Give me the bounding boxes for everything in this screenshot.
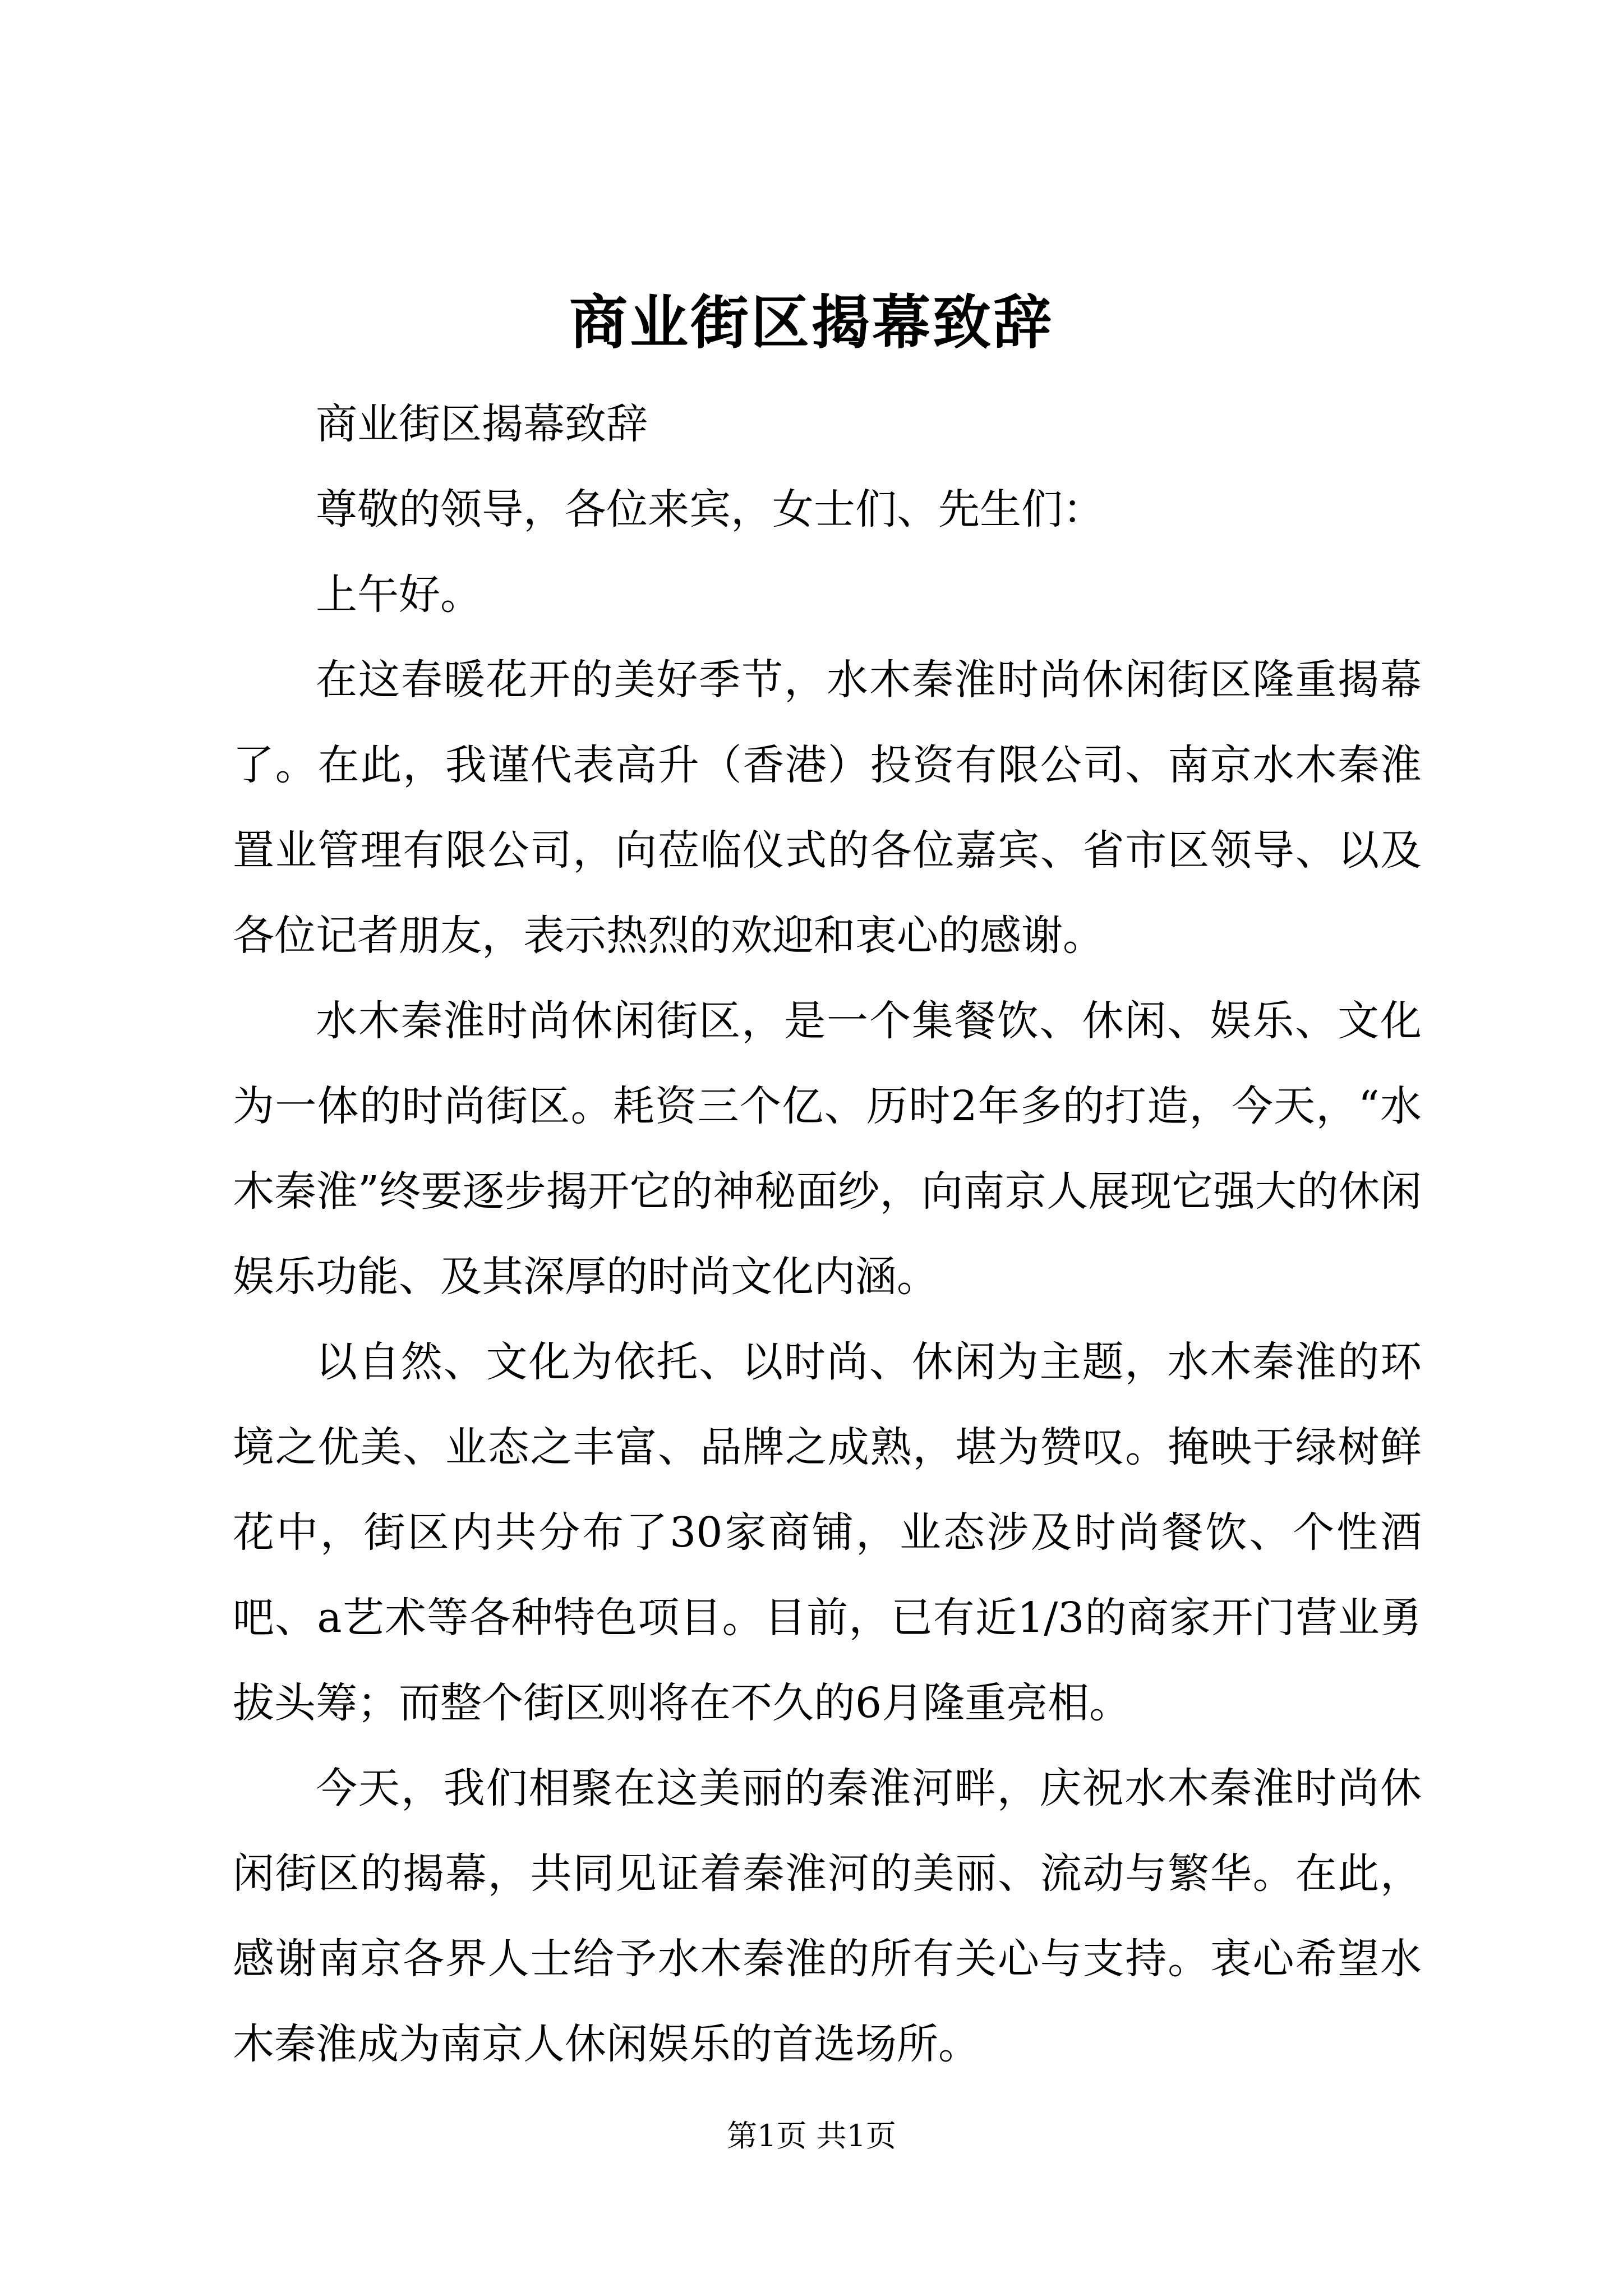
paragraph-description: 以自然、文化为依托、以时尚、休闲为主题，水木秦淮的环境之优美、业态之丰富、品牌之成熟，堪为赞叹。掩映于绿树鲜花中，街区内共分布了30家商铺，业态涉及时尚餐饮、个性酒吧、a艺术等各种特色项目。目前，已有近1/3的商家开门营业勇拔头筹；而整个街区则将在不久的6月隆重亮相。: [233, 1338, 1422, 1727]
paragraph-welcome: 在这春暖花开的美好季节，水木秦淮时尚休闲街区隆重揭幕了。在此，我谨代表高升（香港）投资有限公司、南京水木秦淮置业管理有限公司，向莅临仪式的各位嘉宾、省市区领导、以及各位记者朋友，表示热烈的欢迎和衷心的感谢。: [233, 656, 1422, 960]
paragraph-heading: 商业街区揭幕致辞: [316, 400, 648, 448]
paragraph-introduction: 水木秦淮时尚休闲街区，是一个集餐饮、休闲、娱乐、文化为一体的时尚街区。耗资三个亿、历时2年多的打造，今天，“水木秦淮”终要逐步揭开它的神秘面纱，向南京人展现它强大的休闲娱乐功能、及其深厚的时尚文化内涵。: [233, 997, 1422, 1301]
paragraph-greeting: 上午好。: [316, 570, 482, 619]
paragraph-salutation: 尊敬的领导，各位来宾，女士们、先生们：: [316, 485, 1104, 533]
document-title: 商业街区揭幕致辞: [569, 288, 1054, 357]
paragraph-closing: 今天，我们相聚在这美丽的秦淮河畔，庆祝水木秦淮时尚休闲街区的揭幕，共同见证着秦淮河的美丽、流动与繁华。在此，感谢南京各界人士给予水木秦淮的所有关心与支持。衷心希望水木秦淮成为南京人休闲娱乐的首选场所。: [233, 1764, 1422, 2068]
document-body: [233, 381, 1422, 2087]
page-footer: 第1页 共1页: [727, 2118, 896, 2154]
